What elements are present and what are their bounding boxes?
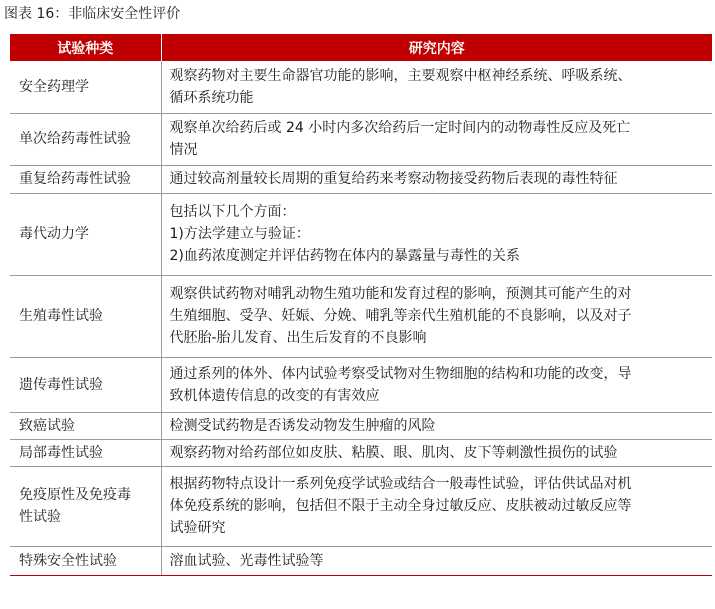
table-row: [10, 165, 712, 193]
test-type-cell: 局部毒性试验: [10, 439, 161, 466]
content-cell: [161, 439, 712, 466]
header-research-content: 研究内容: [161, 34, 712, 61]
content-line: 2)血药浓度测定并评估药物在体内的暴露量与毒性的关系: [169, 248, 520, 264]
content-cell: [161, 412, 712, 439]
content-line: 观察药物对给药部位如皮肤、粘膜、眼、肌肉、皮下等刺激性损伤的试验: [169, 444, 618, 461]
test-type-cell: [10, 466, 161, 546]
content-cell: [161, 193, 712, 275]
table-row: [10, 466, 712, 546]
content-line: 试验研究: [169, 520, 226, 536]
content-cell: [161, 546, 712, 575]
content-cell: [161, 275, 712, 357]
test-type-cell: 遗传毒性试验: [10, 357, 161, 412]
content-line: 体免疫系统的影响，包括但不限于主动全身过敏反应、皮肤被动过敏反应等: [169, 498, 632, 514]
test-type-cell: 致癌试验: [10, 412, 161, 439]
content-line: 溶血试验、光毒性试验等: [169, 552, 324, 569]
content-line: 检测受试药物是否诱发动物发生肿瘤的风险: [169, 417, 436, 434]
table-header-row: [10, 34, 712, 61]
table-row: [10, 113, 712, 165]
content-line: 包括以下几个方面：: [169, 204, 296, 220]
content-line: 致机体遗传信息的改变的有害效应: [169, 387, 380, 404]
content-line: 观察单次给药后或 24 小时内多次给药后一定时间内的动物毒性反应及死亡: [169, 120, 631, 136]
test-type-cell: 毒代动力学: [10, 193, 161, 275]
header-test-type: 试验种类: [10, 34, 161, 61]
content-line: 循环系统功能: [169, 89, 254, 106]
content-line: 通过系列的体外、体内试验考察受试物对生物细胞的结构和功能的改变，导: [169, 365, 632, 382]
figure-caption: 图表 16：非临床安全性评价: [4, 6, 181, 22]
content-line: 代胚胎-胎儿发育、出生后发育的不良影响: [169, 330, 427, 346]
test-type-line: 性试验: [19, 509, 61, 525]
test-type-cell: 重复给药毒性试验: [10, 165, 161, 193]
table-row: [10, 193, 712, 275]
table-row: [10, 357, 712, 412]
test-type-cell: 特殊安全性试验: [10, 546, 161, 575]
content-line: 情况: [169, 142, 198, 158]
test-type-cell: 安全药理学: [10, 61, 161, 113]
content-line: 生殖细胞、受孕、妊娠、分娩、哺乳等亲代生殖机能的不良影响，以及对子: [169, 308, 632, 324]
table-row: [10, 546, 712, 575]
content-cell: [161, 113, 712, 165]
content-line: 根据药物特点设计一系列免疫学试验或结合一般毒性试验，评估供试品对机: [169, 476, 632, 492]
table-row: [10, 275, 712, 357]
table-row: [10, 61, 712, 113]
content-cell: [161, 165, 712, 193]
content-line: 通过较高剂量较长周期的重复给药来考察动物接受药物后表现的毒性特征: [169, 171, 618, 187]
test-type-cell: 单次给药毒性试验: [10, 113, 161, 165]
safety-evaluation-table: [10, 34, 712, 576]
test-type-cell: 生殖毒性试验: [10, 275, 161, 357]
content-cell: [161, 61, 712, 113]
test-type-line: 免疫原性及免疫毒: [19, 487, 131, 503]
table-row: [10, 439, 712, 466]
content-line: 观察药物对主要生命器官功能的影响，主要观察中枢神经系统、呼吸系统、: [169, 67, 632, 84]
content-line: 1)方法学建立与验证：: [169, 226, 310, 242]
content-cell: [161, 466, 712, 546]
table-row: [10, 412, 712, 439]
content-line: 观察供试药物对哺乳动物生殖功能和发育过程的影响，预测其可能产生的对: [169, 286, 632, 302]
content-cell: [161, 357, 712, 412]
